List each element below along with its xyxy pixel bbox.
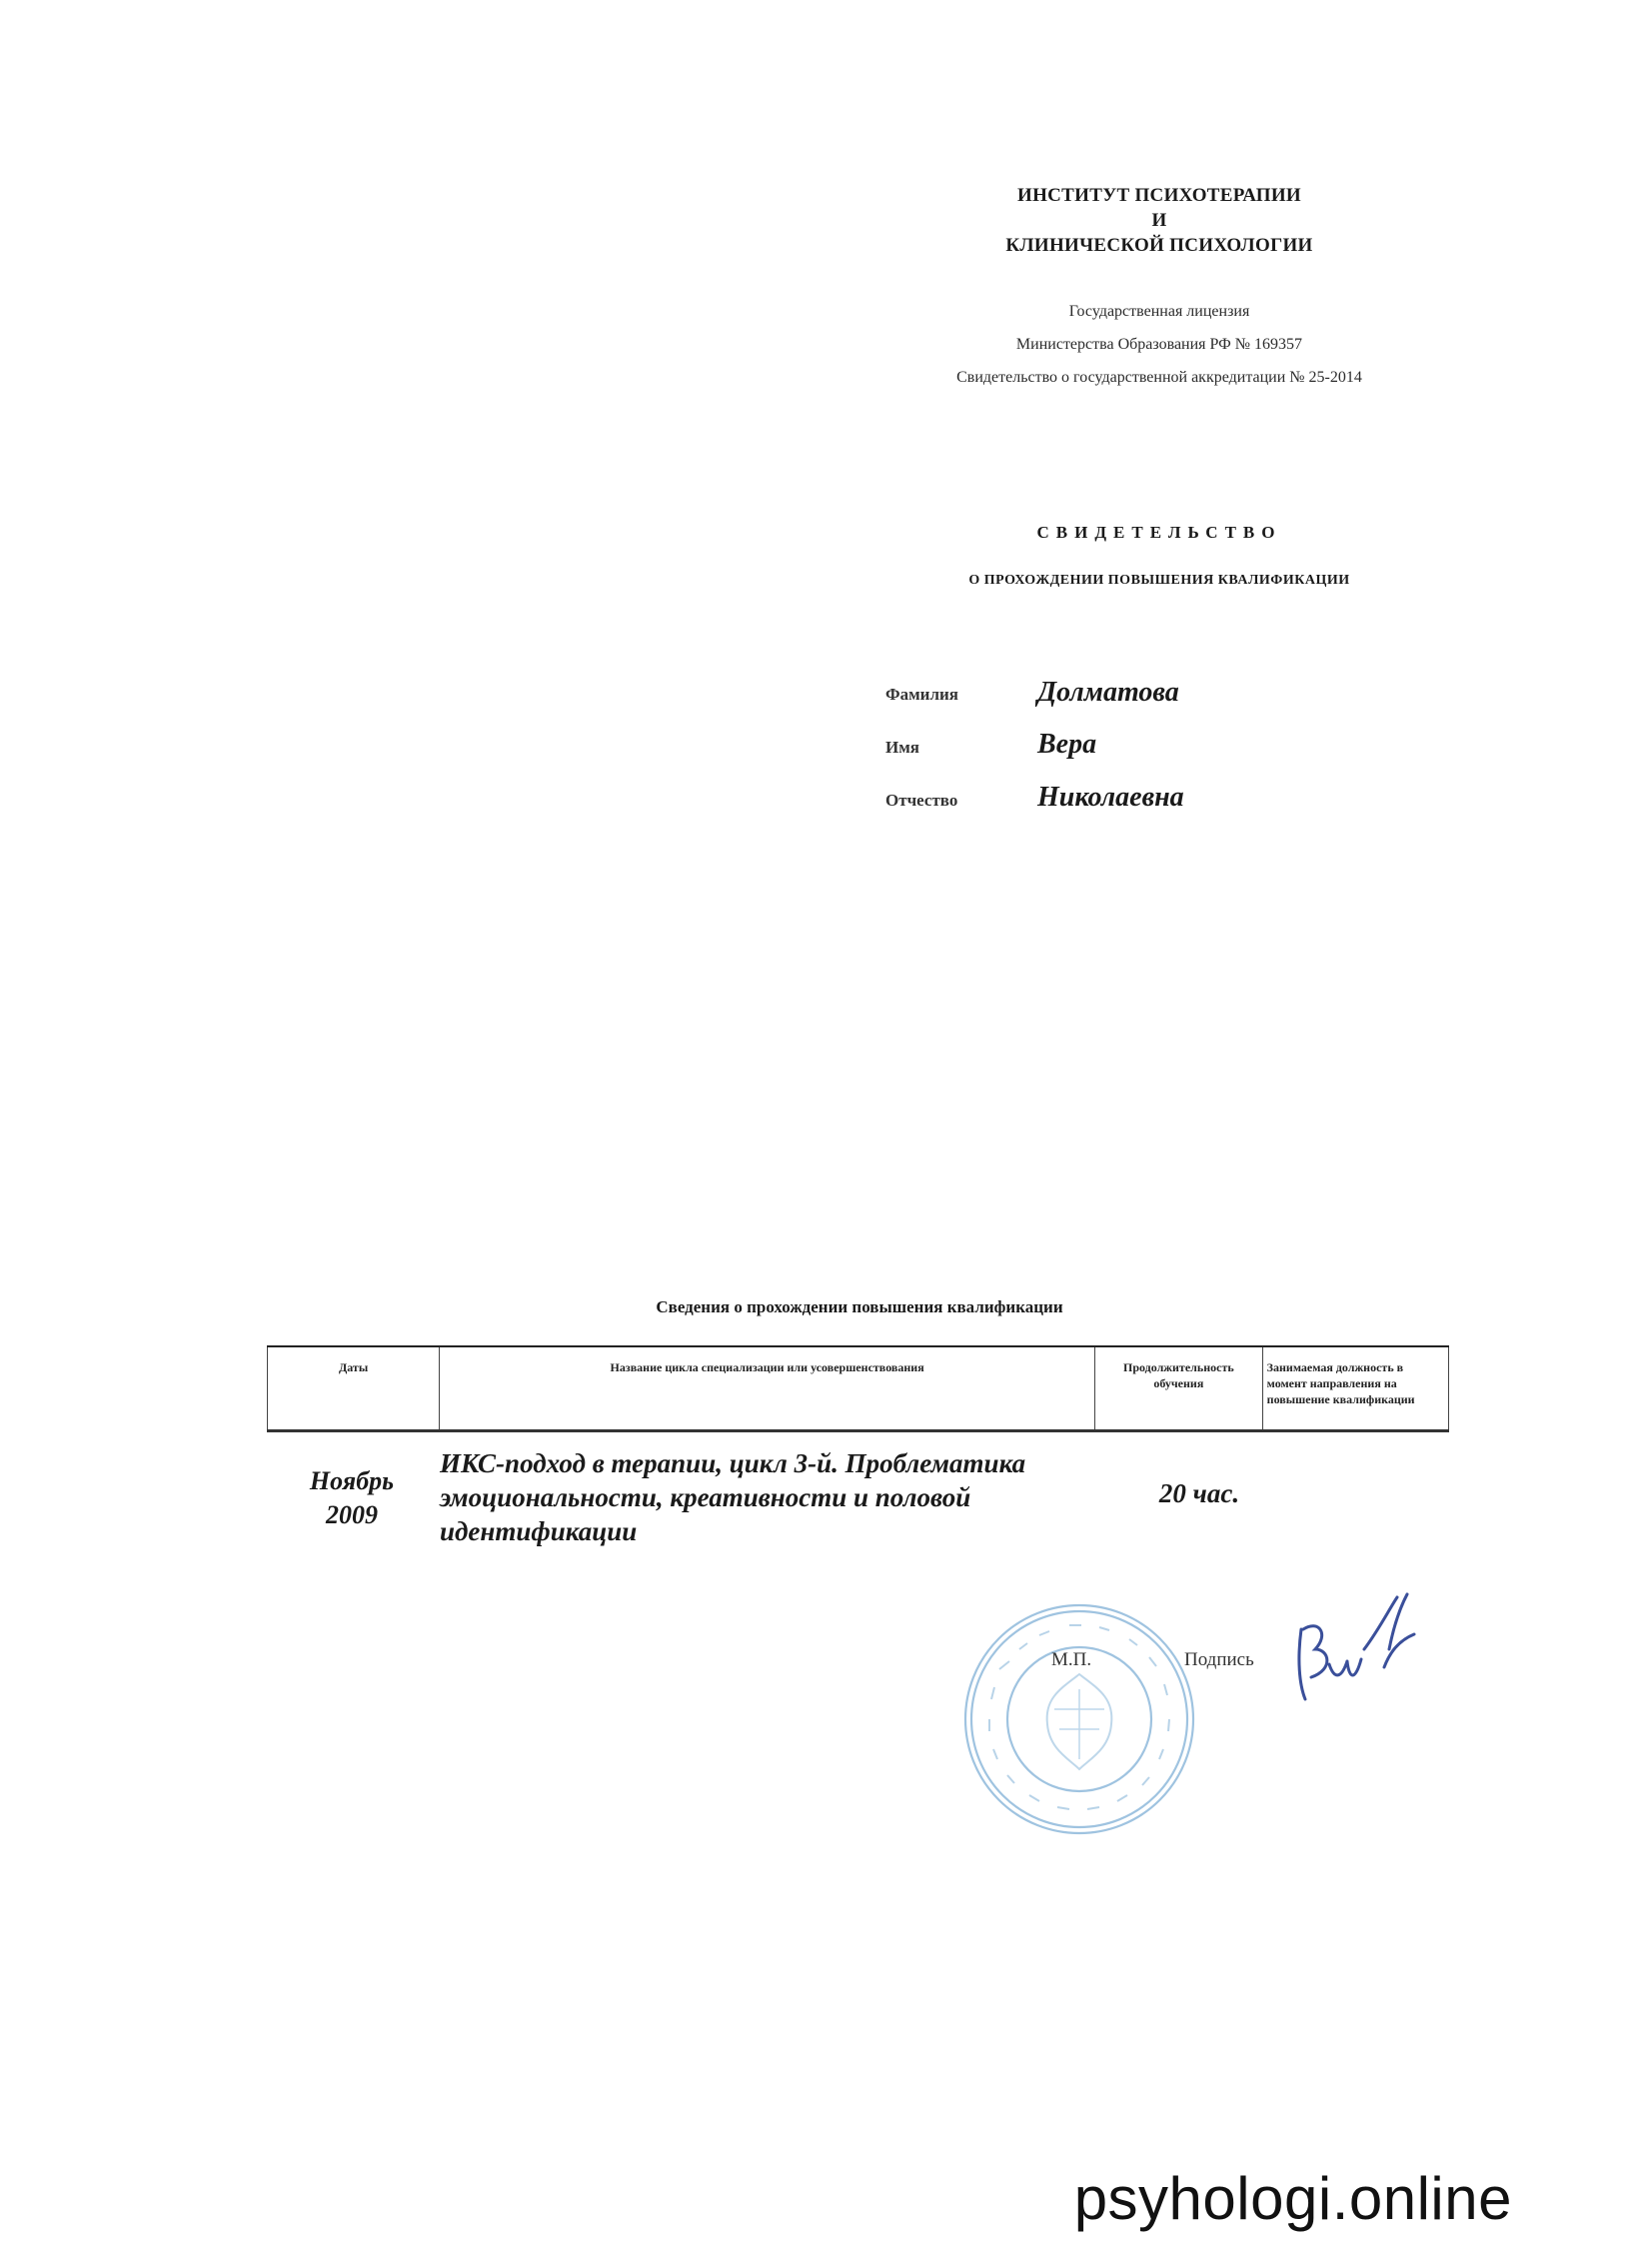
institute-line-2: И <box>1151 210 1167 231</box>
license-info <box>839 295 1479 394</box>
column-cycle-name: Название цикла специализации или усовершенствования <box>440 1346 1095 1431</box>
row-date-year: 2009 <box>326 1500 378 1529</box>
column-duration: Продолжительность обучения <box>1095 1346 1263 1431</box>
row-cycle-name-line-2: эмоциональности, креативности и половой <box>440 1482 971 1512</box>
qualification-caption: Сведения о прохождении повышения квалификации <box>656 1297 1063 1316</box>
column-position: Занимаемая должность в момент направления на повышение квалификации <box>1262 1346 1448 1431</box>
row-duration: 20 час. <box>1158 1478 1240 1508</box>
row-cycle-name-line-1: ИКС-подход в терапии, цикл 3-й. Проблематика <box>440 1448 1026 1478</box>
institute-line-3: КЛИНИЧЕСКОЙ ПСИХОЛОГИИ <box>1005 235 1313 256</box>
watermark: psyhologi.online <box>1073 2165 1512 2232</box>
surname-value: Долматова <box>1037 677 1179 708</box>
name-value: Вера <box>1037 729 1097 760</box>
patronymic-label: Отчество <box>885 791 958 810</box>
stamp-label: М.П. <box>1051 1649 1092 1670</box>
row-date <box>287 1464 417 1532</box>
signature <box>1289 1589 1429 1709</box>
certificate-title: СВИДЕТЕЛЬСТВО <box>1036 523 1282 542</box>
license-line-3: Свидетельство о государственной аккредитации № 25-2014 <box>956 369 1362 386</box>
signature-stroke <box>1299 1594 1414 1699</box>
official-stamp <box>959 1599 1199 1839</box>
surname-label: Фамилия <box>885 685 959 704</box>
name-label: Имя <box>885 738 919 757</box>
patronymic-value: Николаевна <box>1037 782 1184 813</box>
license-line-2: Министерства Образования РФ № 169357 <box>1015 336 1303 353</box>
column-dates: Даты <box>268 1346 440 1431</box>
certificate-subtitle: О ПРОХОЖДЕНИИ ПОВЫШЕНИЯ КВАЛИФИКАЦИИ <box>968 573 1350 588</box>
qualification-table-header <box>267 1345 1449 1432</box>
institute-line-1: ИНСТИТУТ ПСИХОТЕРАПИИ <box>1017 185 1301 206</box>
stamp-emblem <box>1047 1674 1112 1769</box>
row-date-month: Ноябрь <box>309 1466 395 1495</box>
license-line-1: Государственная лицензия <box>1068 303 1250 320</box>
row-cycle-name-line-3: идентификации <box>440 1516 638 1546</box>
signature-label: Подпись <box>1184 1649 1254 1670</box>
row-cycle-name <box>440 1446 1119 1548</box>
institute-name <box>859 183 1459 258</box>
